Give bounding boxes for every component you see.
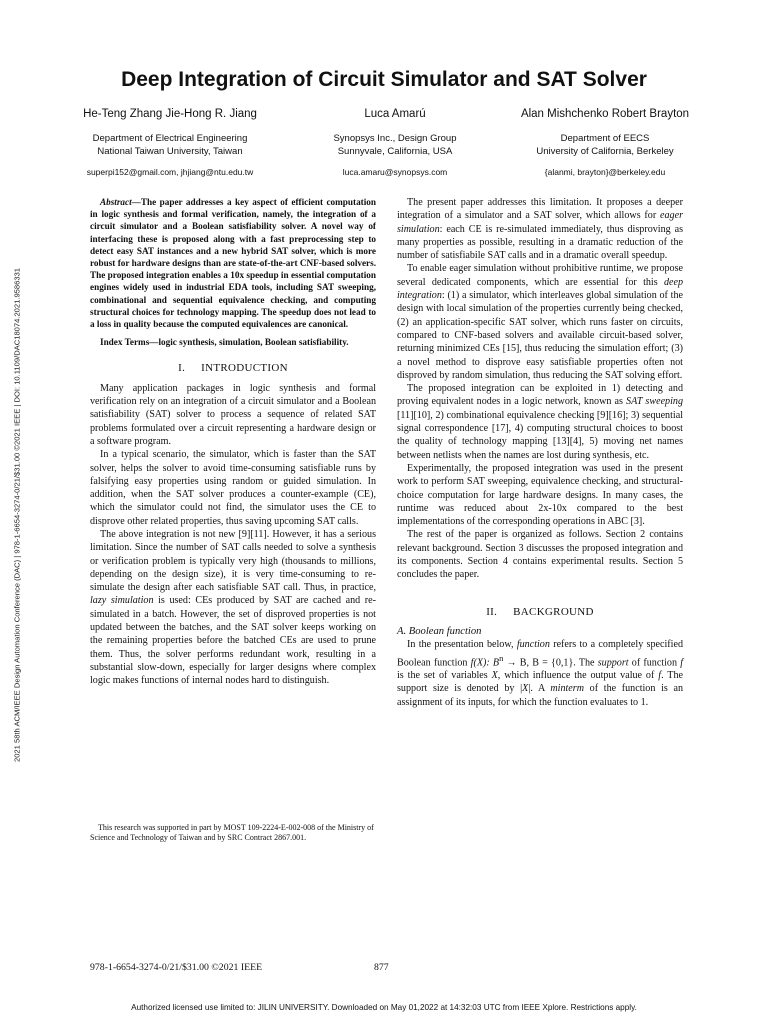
body-paragraph: The rest of the paper is organized as follows. Section 2 contains relevant background. Section 3 discusses the proposed integration and its components. Section 4 contains experimental results. Section 5 concludes the paper.	[397, 529, 683, 581]
body-paragraph: In a typical scenario, the simulator, which is faster than the SAT solver, helps the solver to avoid time-consuming satisfiable runs by falsifying easy properties using random or guided simulation. In addition, when the SAT solver produces a counter-example (CE), which the simulator could not find, the simulator uses the CE to disprove other related properties, thus saving upcoming SAT calls.	[90, 449, 376, 527]
author-names: Luca Amarú	[364, 108, 426, 120]
section-title: INTRODUCTION	[201, 362, 288, 375]
author-affiliation: University of California, Berkeley	[536, 146, 674, 157]
body-paragraph: To enable eager simulation without prohibitive runtime, we propose several dedicated components, which are essential for this deep integration: (1) a simulator, which interleaves global simulation of the design with local simulation of the properties currently being checked, (2) an application-specific SAT solver, which runs faster on circuits, compared to CNF-based solvers and available circuit-based solver, returning minimized CEs [15], thus reducing the simulation effort; (3) a novel method to disprove easy satisfiable properties often not disproved by random simulation, thus reducing the SAT solving effort.	[397, 263, 683, 381]
abstract-lead: Abstract—	[100, 197, 141, 207]
body-paragraph: The proposed integration can be exploited in 1) detecting and proving equivalent nodes in a logic network, known as SAT sweeping [11][10], 2) combinational equivalence checking [9][16]; 3) sequential signal correspondence [17], 4) computing structural choices to boost the quality of technology mapping [13][4], 5) moving net names between netlists when the names are lost during synthesis, etc.	[397, 383, 683, 461]
footer-isbn: 978-1-6654-3274-0/21/$31.00 ©2021 IEEE	[90, 962, 263, 973]
section-heading-introduction	[90, 362, 376, 375]
author-names: He-Teng Zhang Jie-Hong R. Jiang	[83, 108, 257, 120]
body-paragraph: Many application packages in logic synthesis and formal verification rely on an integration of a circuit simulator and a Boolean satisfiability (SAT) solver to process a sequence of related SAT problems formulated over a circuit representing a hardware design or a software program.	[90, 382, 376, 447]
author-affiliation: Department of Electrical Engineering	[92, 133, 248, 144]
index-terms: Index Terms—logic synthesis, simulation, Boolean satisfiability.	[100, 337, 349, 348]
author-affiliation: Department of EECS	[560, 133, 650, 144]
right-column	[397, 196, 683, 709]
conference-doi-text: 2021 58th ACM/IEEE Design Automation Conference (DAC) | 978-1-6654-3274-0/21/$31.00 ©2021 IEEE | DOI: 10.1109/DAC18074.2021.9586331	[12, 267, 22, 763]
author-email: {alanmi, brayton}@berkeley.edu	[544, 167, 666, 177]
author-email: superpi152@gmail.com, jhjiang@ntu.edu.tw	[86, 167, 254, 177]
paper-title: Deep Integration of Circuit Simulator and SAT Solver	[121, 68, 647, 91]
author-affiliation: Sunnyvale, California, USA	[337, 146, 453, 157]
author-list	[60, 108, 720, 188]
section-title: BACKGROUND	[513, 605, 594, 618]
subsection-heading: A. Boolean function	[397, 625, 482, 637]
body-paragraph: Experimentally, the proposed integration was used in the present work to perform SAT sweeping, equivalence checking, and structural-choice computation for large hardware designs. In many cases, the runtime was reduced about 2x-10x compared to the best implementations of the corresponding operations in ABC [3].	[397, 462, 683, 528]
section-heading-background	[397, 606, 683, 619]
authorized-use-notice: Authorized licensed use limited to: JILIN UNIVERSITY. Downloaded on May 01,2022 at 14:32:03 UTC from IEEE Xplore. Restrictions apply.	[131, 1003, 637, 1012]
section-number: I.	[178, 362, 186, 375]
page-number: 877	[374, 962, 389, 973]
author-affiliation: National Taiwan University, Taiwan	[97, 146, 243, 157]
author-block-ntu	[60, 108, 280, 177]
footnote: This research was supported in part by MOST 109-2224-E-002-008 of the Ministry of Science and Technology of Taiwan and by SRC Contract 2867.001.	[90, 823, 374, 842]
section-number: II.	[486, 605, 498, 618]
body-paragraph: The above integration is not new [9][11]. However, it has a serious limitation. Since the number of SAT calls needed to solve a synthesis or verification problem is typically very high (thousands to millions, depending on the design size), it is very time-consuming to re-simulate the design after each satisfiable SAT call. Thus, in practice, lazy simulation is used: CEs produced by SAT are cached and re-simulated in a batch. However, the set of disproved properties is not updated between the batches, and the SAT solver keeps working on the remaining properties before the batched CEs are used to prune them. Thus, the solver performs redundant work, resulting in a substantial slow-down, especially for larger designs where complex logic makes functions of internal nodes hard to distinguish.	[90, 529, 376, 687]
left-column	[90, 196, 376, 688]
abstract	[90, 196, 376, 330]
author-block-synopsys	[280, 108, 510, 177]
abstract-text: The paper addresses a key aspect of efficient computation in logic synthesis and formal verification, namely, the integration of a circuit simulator and a Boolean satisfiability solver. A novel way of interfacing these is proposed along with a fast preprocessing step to detect easy SAT instances and a new hybrid SAT solver, which is more robust for hardware designs than are state-of-the-art CNF-based solvers. The proposed integration enables a 10x speedup in essential computation engines widely used in industrial EDA tools, including SAT sweeping, combinational and sequential equivalence checking, and computing structural choices for technology mapping. The speedup does not lead to a loss in quality because the computed equivalences are canonical.	[90, 197, 376, 330]
body-paragraph: The present paper addresses this limitation. It proposes a deeper integration of a simulator and a SAT solver, which allows for eager simulation: each CE is re-simulated immediately, thus disproving as many properties as possible, resulting in a dramatic reduction of the number of satisfiabile SAT calls and in a dramatic overall speedup.	[397, 197, 683, 262]
author-names: Alan Mishchenko Robert Brayton	[520, 108, 690, 120]
author-email: luca.amaru@synopsys.com	[342, 167, 448, 177]
body-paragraph: In the presentation below, function refers to a completely specified Boolean function f(X): $B^n \to B$, B = {0,1}. The support of function f is the set of variables X, which influence the output value of f. The support size is denoted by |X|. A minterm of the function is an assignment of its inputs, for which the function evaluates to 1.	[397, 639, 684, 708]
author-block-berkeley	[490, 108, 720, 177]
author-affiliation: Synopsys Inc., Design Group	[333, 133, 457, 144]
conference-sidebar	[10, 200, 24, 830]
